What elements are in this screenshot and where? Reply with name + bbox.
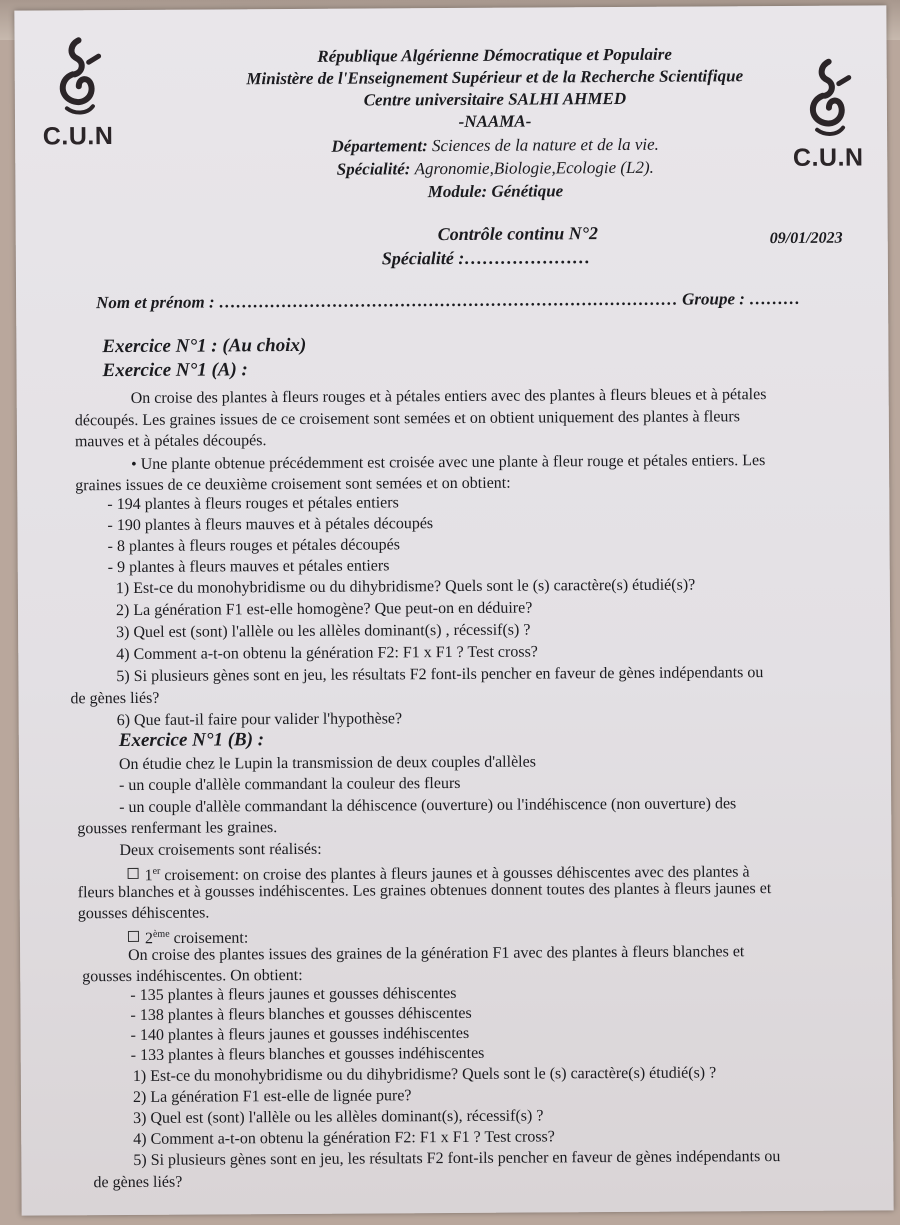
exam-sheet — [14, 5, 893, 1215]
calligraphy-emblem-icon — [32, 34, 123, 125]
exb-question-5a: 5) Si plusieurs gènes sont en jeu, les résultats F2 font-ils pencher en faveur de gènes indépendants ou — [133, 1148, 781, 1169]
exam-title: Contrôle continu N°2 — [437, 223, 598, 245]
exb-question-3: 3) Quel est (sont) l'allèle ou les allèles dominant(s), récessif(s) ? — [133, 1107, 544, 1127]
university-logo-left — [32, 34, 123, 165]
exb-couple-2a: - un couple d'allèle commandant la déhiscence (ouverture) ou l'indéhiscence (non ouverture) des — [119, 795, 737, 817]
exb-question-1: 1) Est-ce du monohybridisme ou du dihybridisme? Quels sont le (s) caractère(s) étudié(s) ? — [132, 1064, 717, 1085]
exb-cross-intro: Deux croisements sont réalisés: — [119, 840, 322, 860]
header-ministry: Ministère de l'Enseignement Supérieur et de la Recherche Scientifique — [246, 66, 744, 89]
cross2-text: croisement: — [169, 929, 249, 948]
cross1-number: 1 — [144, 867, 153, 885]
exa-intro-line3: mauves et à pétales découpés. — [74, 432, 267, 451]
header-module: Module: Génétique — [427, 181, 564, 202]
exa-question-6: 6) Que faut-il faire pour valider l'hypothèse? — [116, 710, 403, 730]
checkbox-icon — [128, 931, 139, 942]
logo-text: C.U.N — [792, 143, 864, 172]
exa-result-4: - 9 plantes à fleurs mauves et pétales entiers — [107, 557, 390, 577]
logo-text: C.U.N — [42, 122, 114, 151]
exb-question-4: 4) Comment a-t-on obtenu la génération F2: F1 x F1 ? Test cross? — [133, 1128, 555, 1148]
department-label: Département: — [331, 136, 428, 156]
exb-result-3: - 140 plantes à fleurs jaunes et gousses indéhiscentes — [130, 1024, 470, 1044]
checkbox-icon — [128, 868, 139, 879]
exa-result-1: - 194 plantes à fleurs rouges et pétales entiers — [107, 494, 399, 514]
exa-question-1: 1) Est-ce du monohybridisme ou du dihybridisme? Quels sont le (s) caractère(s) étudié(s)? — [115, 576, 696, 598]
header-department — [195, 134, 795, 158]
exercise-a-title: Exercice N°1 (A) : — [102, 359, 248, 382]
exb-intro: On étudie chez le Lupin la transmission de deux couples d'allèles — [118, 753, 536, 774]
header-city: -NAAMA- — [458, 111, 532, 131]
exb-cross1-line3: gousses déhiscentes. — [77, 904, 210, 923]
exb-result-2: - 138 plantes à fleurs blanches et gousses déhiscentes — [130, 1004, 472, 1024]
name-group-field: Nom et prénom : ……………………………………………………………………… Groupe : ……… — [96, 288, 801, 313]
exb-question-2: 2) La génération F1 est-elle de lignée pure? — [132, 1087, 412, 1106]
exa-question-4: 4) Comment a-t-on obtenu la génération F2: F1 x F1 ? Test cross? — [116, 643, 538, 664]
exa-bullet-line1: • Une plante obtenue précédemment est croisée avec une plante à fleur rouge et pétales entiers. Les — [131, 452, 766, 473]
exa-result-2: - 190 plantes à fleurs mauves et à pétales découpés — [107, 515, 434, 535]
exam-date: 09/01/2023 — [769, 229, 843, 248]
header-centre: Centre universitaire SALHI AHMED — [363, 88, 627, 110]
exa-question-5b: de gènes liés? — [70, 689, 160, 708]
exb-question-5b: de gènes liés? — [93, 1173, 183, 1192]
department-value: Sciences de la nature et de la vie. — [431, 134, 659, 156]
specialite-field: Spécialité :………………… — [381, 247, 591, 269]
exb-couple-2b: gousses renfermant les graines. — [77, 819, 278, 838]
exa-intro-line1: On croise des plantes à fleurs rouges et à pétales entiers avec des plantes à fleurs bleues et à pétales — [130, 386, 767, 407]
specialty-value: Agronomie,Biologie,Ecologie (L2). — [414, 157, 654, 179]
university-logo-right — [783, 55, 874, 186]
cross2-number: 2 — [144, 930, 154, 948]
exercise-main-title: Exercice N°1 : (Au choix) — [102, 334, 307, 358]
cross2-ordinal: ème — [152, 928, 170, 940]
exercise-b-title: Exercice N°1 (B) : — [118, 729, 265, 752]
exb-cross2-line1: On croise des plantes issues des graines de la génération F1 avec des plantes à fleurs blanches et — [128, 943, 745, 964]
exa-intro-line2: découpés. Les graines issues de ce croisement sont semées et on obtient uniquement des plantes à fleurs — [74, 408, 741, 430]
exb-result-4: - 133 plantes à fleurs blanches et gousses indéhiscentes — [130, 1044, 485, 1064]
cross1-ordinal: er — [152, 865, 161, 877]
header-republic: République Algérienne Démocratique et Populaire — [317, 44, 672, 66]
exa-question-5a: 5) Si plusieurs gènes sont en jeu, les résultats F2 font-ils pencher en faveur de gènes indépendants ou — [116, 664, 764, 686]
exa-result-3: - 8 plantes à fleurs rouges et pétales découpés — [107, 536, 400, 556]
calligraphy-emblem-icon — [783, 55, 874, 146]
exa-bullet-line2: graines issues de ce deuxième croisement sont semées et on obtient: — [75, 474, 511, 495]
exb-cross2-line2: gousses indéhiscentes. On obtient: — [82, 966, 303, 986]
exb-result-1: - 135 plantes à fleurs jaunes et gousses déhiscentes — [130, 984, 457, 1004]
exa-question-2: 2) La génération F1 est-elle homogène? Que peut-on en déduire? — [115, 599, 533, 620]
exb-couple-1: - un couple d'allèle commandant la couleur des fleurs — [119, 774, 461, 795]
exb-cross1-line2: fleurs blanches et à gousses indéhiscentes. Les graines obtenues donnent toutes des plantes à fleurs jaunes et — [77, 880, 772, 902]
cross1-text: croisement: on croise des plantes à fleurs jaunes et à gousses déhiscentes avec des plantes à — [160, 863, 750, 885]
exa-question-3: 3) Quel est (sont) l'allèle ou les allèles dominant(s) , récessif(s) ? — [116, 621, 531, 642]
specialty-label: Spécialité: — [336, 159, 411, 179]
header-specialty — [195, 157, 795, 181]
